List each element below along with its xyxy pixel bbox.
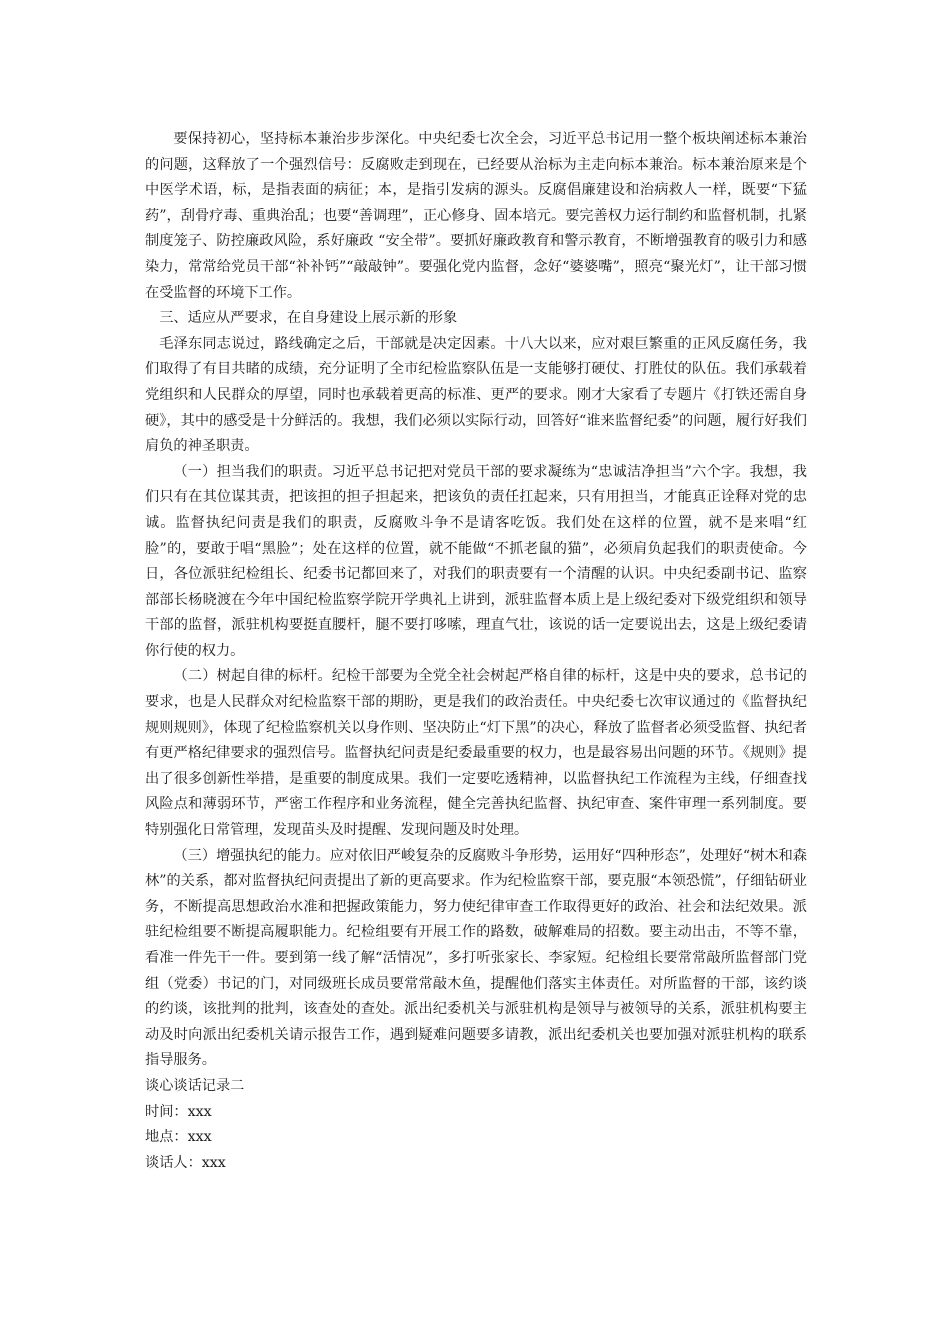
section-heading-three: 三、适应从严要求，在自身建设上展示新的形象 <box>159 310 458 327</box>
paragraph-ability: （三）增强执纪的能力。应对依旧严峻复杂的反腐败斗争形势，运用好“四种形态”，处理好“树木和森林”的关系，都对监督执纪问责提出了新的更高要求。作为纪检监察干部，要克服“本领恐慌”，仔细钻研业务，不断提高思想政治水准和把握政策能力，努力使纪律审查工作取得更好的政治、社会和法纪效果。派驻纪检组要不断提高履职能力。纪检组要有开展工作的路数，破解难局的招数。要主动出击，不等不靠，看准一件先干一件。要到第一线了解“活情况”，多打听张家长、李家短。纪检组长要常常敲所监督部门党组（党委）书记的门，对同级班长成员要常常敲木鱼，提醒他们落实主体责任。对所监督的干部，该约谈的约谈，该批判的批判，该查处的查处。派出纪委机关与派驻机构是领导与被领导的关系，派驻机构要主动及时向派出纪委机关请示报告工作，遇到疑难问题要多请教，派出纪委机关也要加强对派驻机构的联系指导服务。 <box>145 847 807 1069</box>
meta-time: 时间：xxx <box>145 1103 212 1120</box>
paragraph-duty: （一）担当我们的职责。习近平总书记把对党员干部的要求凝练为“忠诚洁净担当”六个字。我想，我们只有在其位谋其责，把该担的担子担起来，把该负的责任扛起来，只有用担当，才能真正诠释对党的忠诚。监督执纪问责是我们的职责，反腐败斗争不是请客吃饭。我们处在这样的位置，就不是来唱“红脸”的，要敢于唱“黑脸”；处在这样的位置，就不能做“不抓老鼠的猫”，必须肩负起我们的职责使命。今日，各位派驻纪检组长、纪委书记都回来了，对我们的职责要有一个清醒的认识。中央纪委副书记、监察部部长杨晓渡在今年中国纪检监察学院开学典礼上讲到，派驻监督本质上是上级纪委对下级党组织和领导干部的监督，派驻机构要挺直腰杆，腿不要打哆嗦，理直气壮，该说的话一定要说出去，这是上级纪委请你行使的权力。 <box>145 463 807 659</box>
paragraph-self-discipline: （二）树起自律的标杆。纪检干部要为全党全社会树起严格自律的标杆，这是中央的要求，总书记的要求，也是人民群众对纪检监察干部的期盼，更是我们的政治责任。中央纪委七次审议通过的《监督执纪规则规则》，体现了纪检监察机关以身作则、坚决防止“灯下黑”的决心，释放了监督者必须受监督、执纪者有更严格纪律要求的强烈信号。监督执纪问责是纪委最重要的权力，也是最容易出问题的环节。《规则》提出了很多创新性举措，是重要的制度成果。我们一定要吃透精神，以监督执纪工作流程为主线，仔细查找风险点和薄弱环节，严密工作程序和业务流程，健全完善执纪监督、执纪审查、案件审理一系列制度。要特别强化日常管理，发现苗头及时提醒、发现问题及时处理。 <box>145 668 807 839</box>
document-body <box>145 127 807 1176</box>
paragraph-standard-treatment: 要保持初心，坚持标本兼治步步深化。中央纪委七次全会，习近平总书记用一整个板块阐述标本兼治的问题，这释放了一个强烈信号：反腐败走到现在，已经要从治标为主走向标本兼治。标本兼治原来是个中医学术语，标，是指表面的病征；本，是指引发病的源头。反腐倡廉建设和治病救人一样，既要“下猛药”，刮骨疗毒、重典治乱；也要“善调理”，正心修身、固本培元。要完善权力运行制约和监督机制，扎紧制度笼子、防控廉政风险，系好廉政 “安全带”。要抓好廉政教育和警示教育，不断增强教育的吸引力和感染力，常常给党员干部“补补钙”“敲敲钟”。要强化党内监督，念好“婆婆嘴”，照亮“聚光灯”，让干部习惯在受监督的环境下工作。 <box>145 131 807 301</box>
paragraph-cadre-factor: 毛泽东同志说过，路线确定之后，干部就是决定因素。十八大以来，应对艰巨繁重的正风反腐任务，我们取得了有目共睹的成绩，充分证明了全市纪检监察队伍是一支能够打硬仗、打胜仗的队伍。我们承载着党组织和人民群众的厚望，同时也承载着更高的标准、更严的要求。刚才大家看了专题片《打铁还需自身硬》，其中的感受是十分鲜活的。我想，我们必须以实际行动，回答好“谁来监督纪委”的问题，履行好我们肩负的神圣职责。 <box>145 335 807 455</box>
record-title: 谈心谈话记录二 <box>145 1077 245 1094</box>
meta-speaker: 谈话人：xxx <box>145 1154 226 1171</box>
meta-place: 地点：xxx <box>145 1129 212 1146</box>
